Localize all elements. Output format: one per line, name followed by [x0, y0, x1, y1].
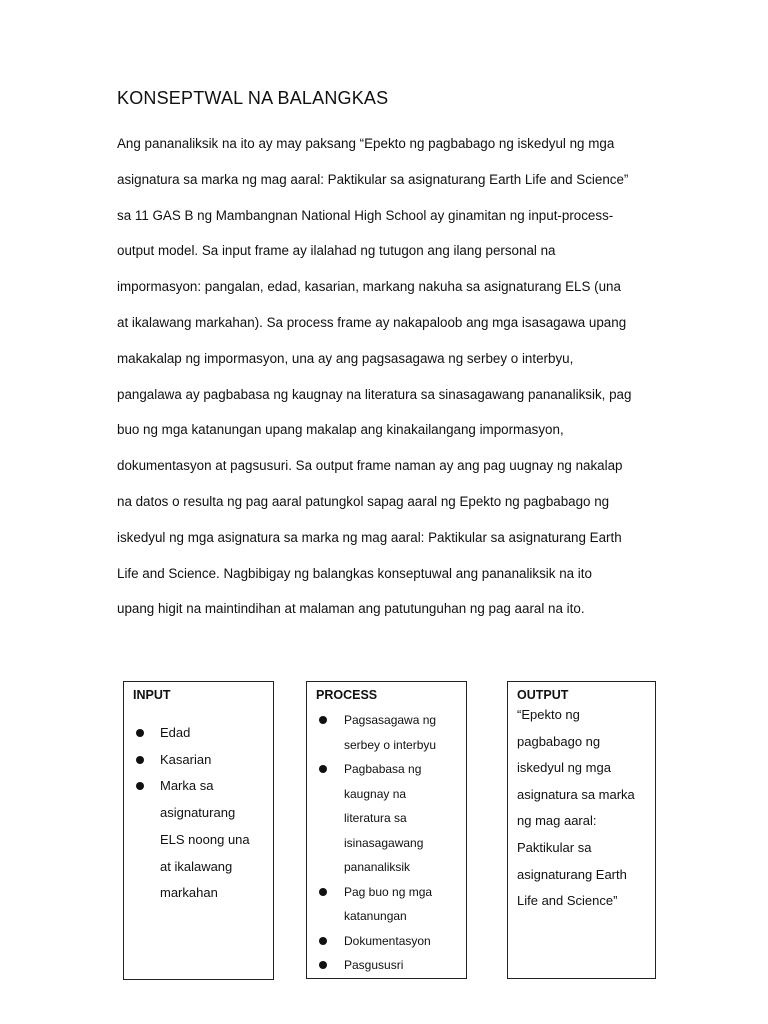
- bullet-icon: [319, 961, 327, 969]
- input-box: [123, 681, 274, 980]
- paragraph-line: makakalap ng impormasyon, una ay ang pagsasagawa ng serbey o interbyu,: [117, 350, 574, 366]
- paragraph-line: at ikalawang markahan). Sa process frame ay nakapaloob ang mga isasagawa upang: [117, 314, 627, 330]
- bullet-icon: [319, 765, 327, 773]
- paragraph-line: sa 11 GAS B ng Mambangnan National High School ay ginamitan ng input-process-: [117, 207, 614, 223]
- list-item: Kasarian: [133, 747, 268, 774]
- input-list: [133, 720, 268, 907]
- paragraph-line: Ang pananaliksik na ito ay may paksang “Epekto ng pagbabago ng iskedyul ng mga: [117, 136, 615, 151]
- paragraph-line: na datos o resulta ng pag aaral patungkol sapag aaral ng Epekto ng pagbabago ng: [117, 493, 610, 509]
- paragraph-line: iskedyul ng mga asignatura sa marka ng mag aaral: Paktikular sa asignaturang Earth: [117, 529, 622, 545]
- paragraph-line: Life and Science. Nagbibigay ng balangkas konseptuwal ang pananaliksik na ito: [117, 565, 592, 581]
- list-item: Pasgususri: [316, 953, 466, 978]
- bullet-icon: [136, 729, 144, 737]
- process-list: [316, 708, 466, 978]
- list-item: Pagbabasa ng kaugnay na literatura sa isinasagawang pananaliksik: [316, 757, 466, 880]
- output-box: [507, 681, 656, 979]
- process-heading: PROCESS: [316, 688, 378, 702]
- input-heading: INPUT: [133, 688, 171, 702]
- paragraph-line: impormasyon: pangalan, edad, kasarian, markang nakuha sa asignaturang ELS (una: [117, 279, 621, 295]
- bullet-icon: [136, 782, 144, 790]
- process-box: [306, 681, 467, 979]
- list-item: Pag buo ng mga katanungan: [316, 880, 466, 929]
- page-title: KONSEPTWAL NA BALANGKAS: [117, 88, 389, 108]
- bullet-icon: [319, 937, 327, 945]
- bullet-icon: [136, 756, 144, 764]
- list-item: Pagsasagawa ng serbey o interbyu: [316, 708, 466, 757]
- bullet-icon: [319, 716, 327, 724]
- list-item: Dokumentasyon: [316, 929, 466, 954]
- paragraph-line: buo ng mga katanungan upang makalap ang kinakailangang impormasyon,: [117, 422, 564, 438]
- paragraph-line: asignatura sa marka ng mag aaral: Paktikular sa asignaturang Earth Life and Science”: [117, 171, 629, 187]
- output-description: “Epekto ng pagbabago ng iskedyul ng mga asignatura sa marka ng mag aaral: Paktikular sa asignaturang Earth Life and Science”: [517, 707, 635, 909]
- paragraph-line: pangalawa ay pagbabasa ng kaugnay na literatura sa sinasagawang pananaliksik, pag: [117, 386, 632, 402]
- paragraph-line: output model. Sa input frame ay ilalahad ng tutugon ang ilang personal na: [117, 243, 556, 259]
- paragraph-line: upang higit na maintindihan at malaman ang patutunguhan ng pag aaral na ito.: [117, 601, 585, 617]
- output-heading: OUTPUT: [517, 688, 569, 702]
- list-item: Edad: [133, 720, 268, 747]
- list-item: Marka sa asignaturang ELS noong una at ikalawang markahan: [133, 773, 268, 907]
- bullet-icon: [319, 888, 327, 896]
- body-paragraph: [117, 130, 662, 631]
- paragraph-line: dokumentasyon at pagsusuri. Sa output frame naman ay ang pag uugnay ng nakalap: [117, 458, 623, 474]
